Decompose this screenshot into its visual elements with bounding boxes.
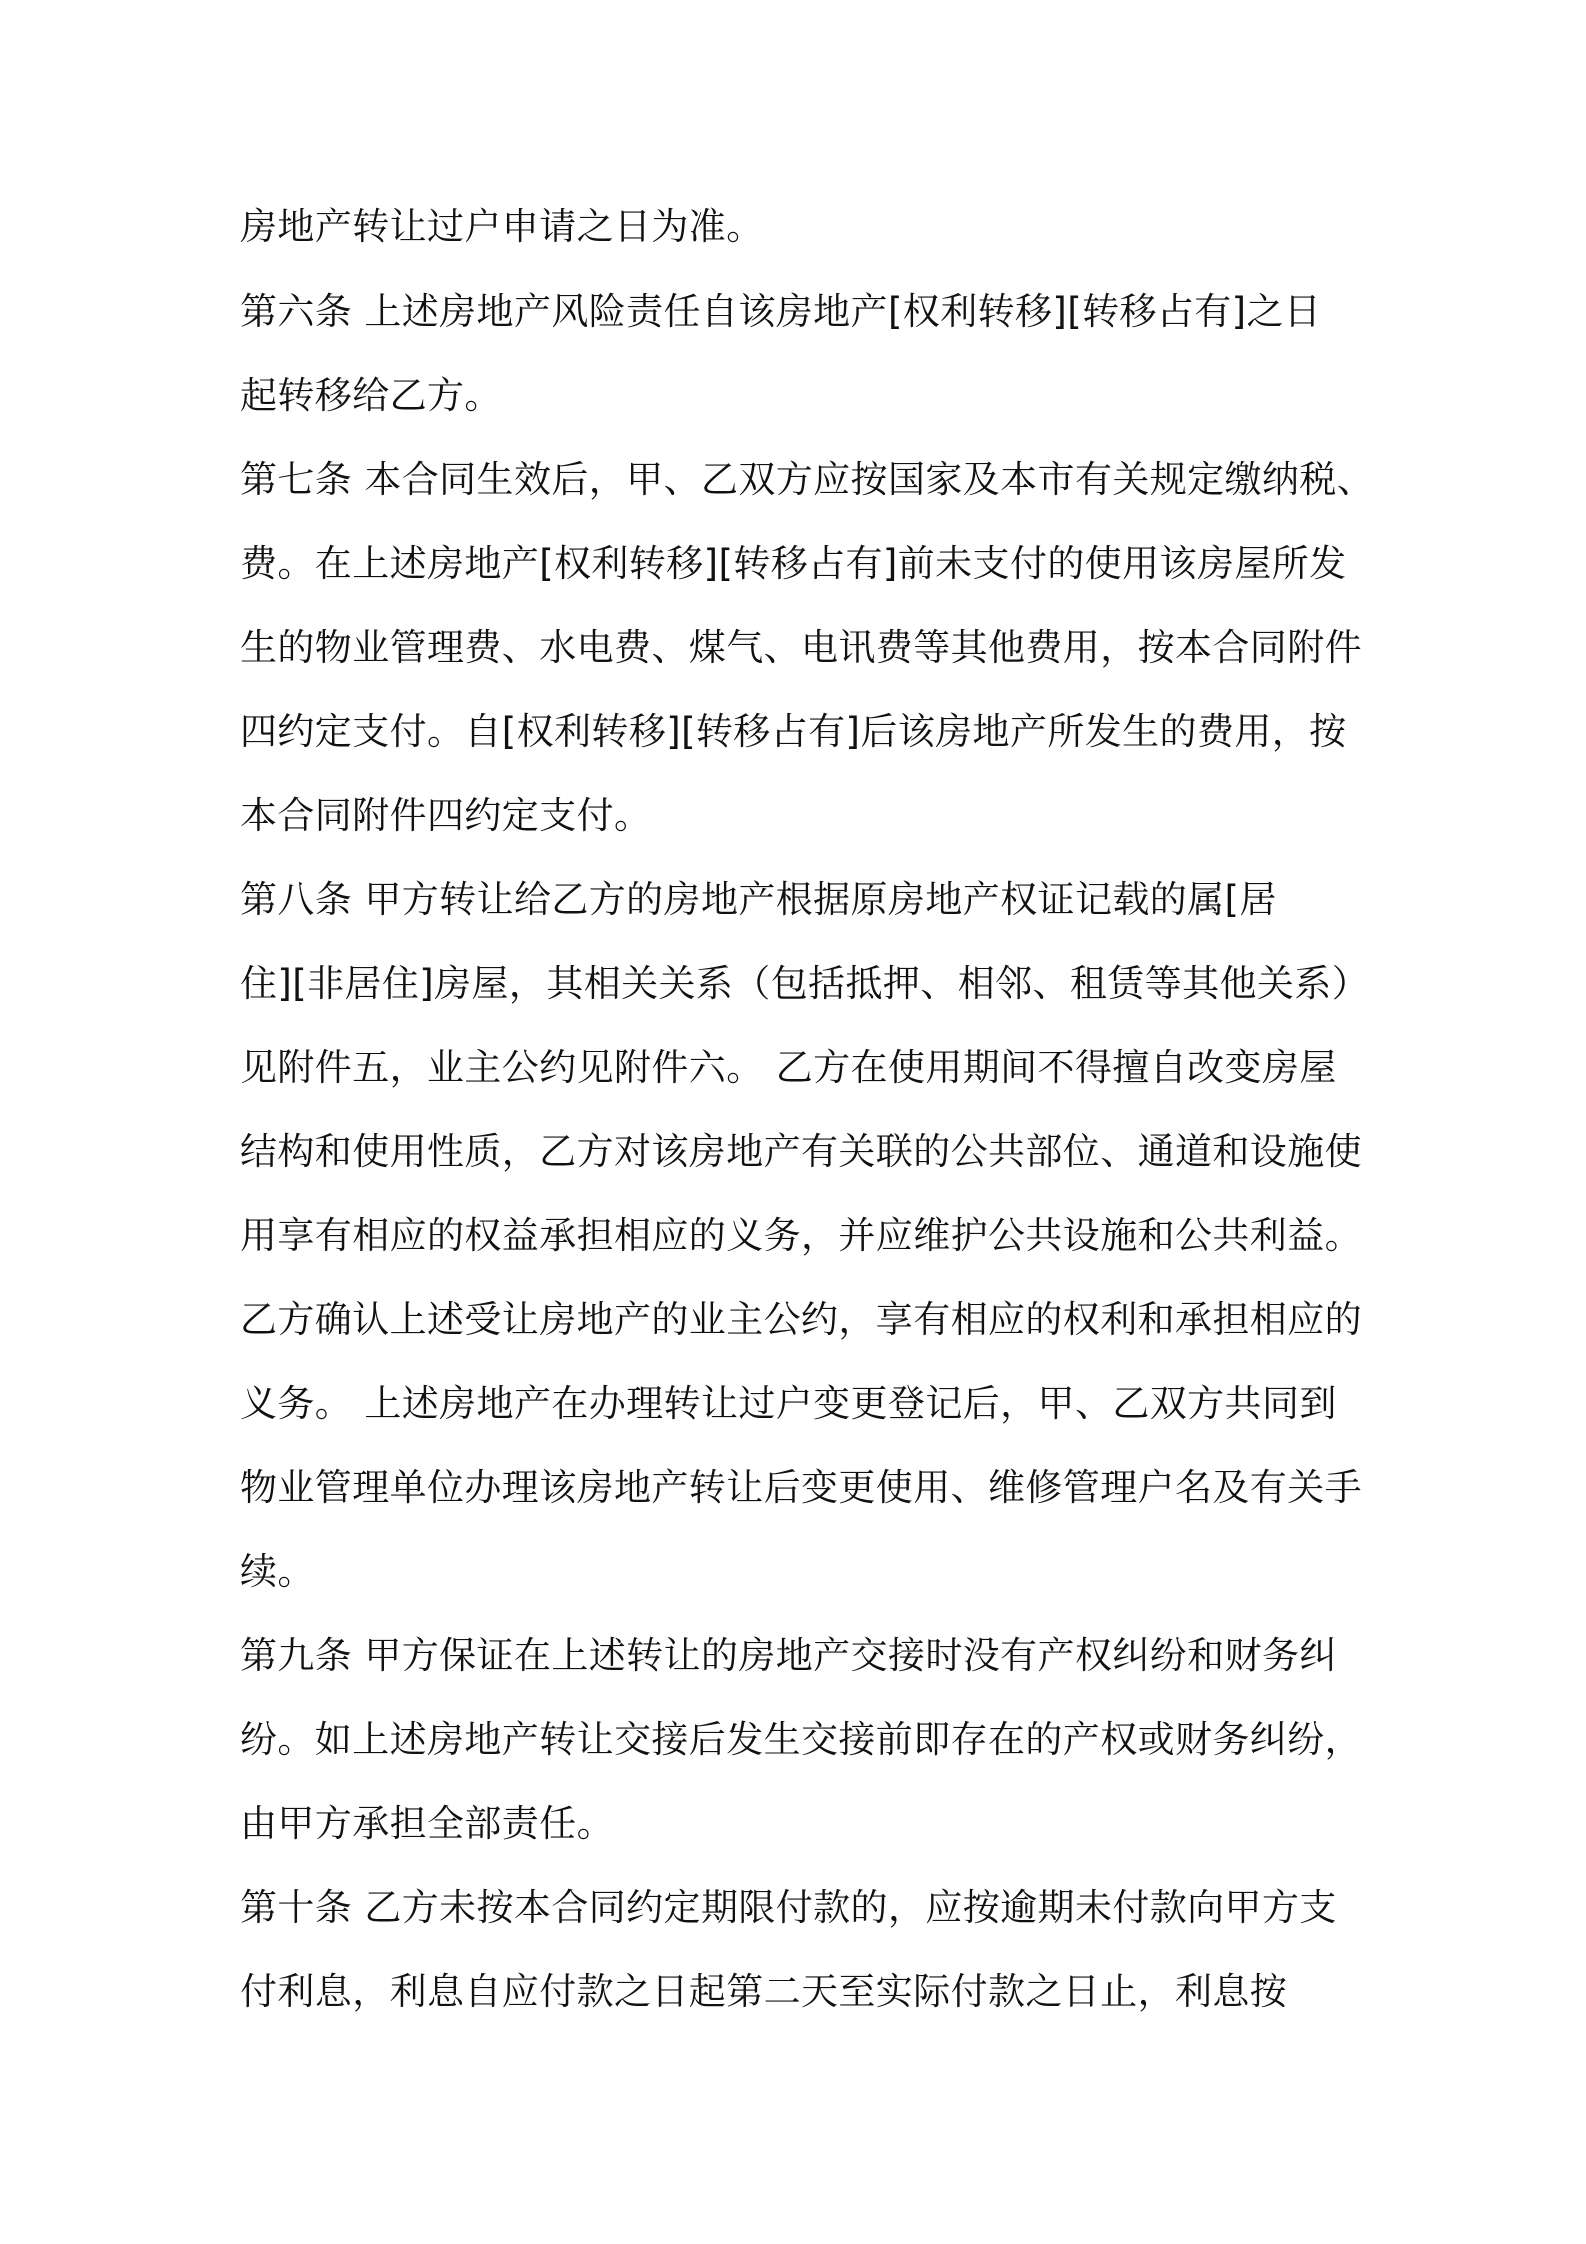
text-line: 见附件五，业主公约见附件六。 乙方在使用期间不得擅自改变房屋 — [240, 1046, 1337, 1089]
text-line: 费。在上述房地产[权利转移][转移占有]前未支付的使用该房屋所发 — [240, 542, 1347, 585]
text-line: 付利息，利息自应付款之日起第二天至实际付款之日止，利息按 — [240, 1970, 1288, 2013]
text-line: 生的物业管理费、水电费、煤气、电讯费等其他费用，按本合同附件 — [240, 626, 1362, 669]
text-line: 房地产转让过户申请之日为准。 — [240, 205, 764, 248]
article-9-line: 第九条 甲方保证在上述转让的房地产交接时没有产权纠纷和财务纠 — [240, 1634, 1337, 1677]
article-8-line: 第八条 甲方转让给乙方的房地产根据原房地产权证记载的属[居 — [240, 878, 1277, 921]
text-line: 乙方确认上述受让房地产的业主公约，享有相应的权利和承担相应的 — [240, 1298, 1362, 1341]
text-line: 起转移给乙方。 — [240, 374, 502, 417]
text-line: 纷。如上述房地产转让交接后发生交接前即存在的产权或财务纠纷， — [240, 1718, 1362, 1761]
text-line: 本合同附件四约定支付。 — [240, 794, 652, 837]
text-line: 义务。 上述房地产在办理转让过户变更登记后，甲、乙双方共同到 — [240, 1382, 1337, 1425]
text-line: 物业管理单位办理该房地产转让后变更使用、维修管理户名及有关手 — [240, 1466, 1362, 1509]
text-line: 四约定支付。自[权利转移][转移占有]后该房地产所发生的费用，按 — [240, 710, 1347, 753]
article-6-line: 第六条 上述房地产风险责任自该房地产[权利转移][转移占有]之日 — [240, 290, 1322, 333]
article-7-line: 第七条 本合同生效后，甲、乙双方应按国家及本市有关规定缴纳税、 — [240, 458, 1375, 501]
text-line: 续。 — [240, 1550, 315, 1593]
text-line: 结构和使用性质，乙方对该房地产有关联的公共部位、通道和设施使 — [240, 1130, 1362, 1173]
text-line: 由甲方承担全部责任。 — [240, 1802, 614, 1845]
text-line: 住][非居住]房屋，其相关关系（包括抵押、相邻、租赁等其他关系） — [240, 962, 1370, 1005]
text-line: 用享有相应的权益承担相应的义务，并应维护公共设施和公共利益。 — [240, 1214, 1362, 1257]
article-10-line: 第十条 乙方未按本合同约定期限付款的，应按逾期未付款向甲方支 — [240, 1886, 1337, 1929]
